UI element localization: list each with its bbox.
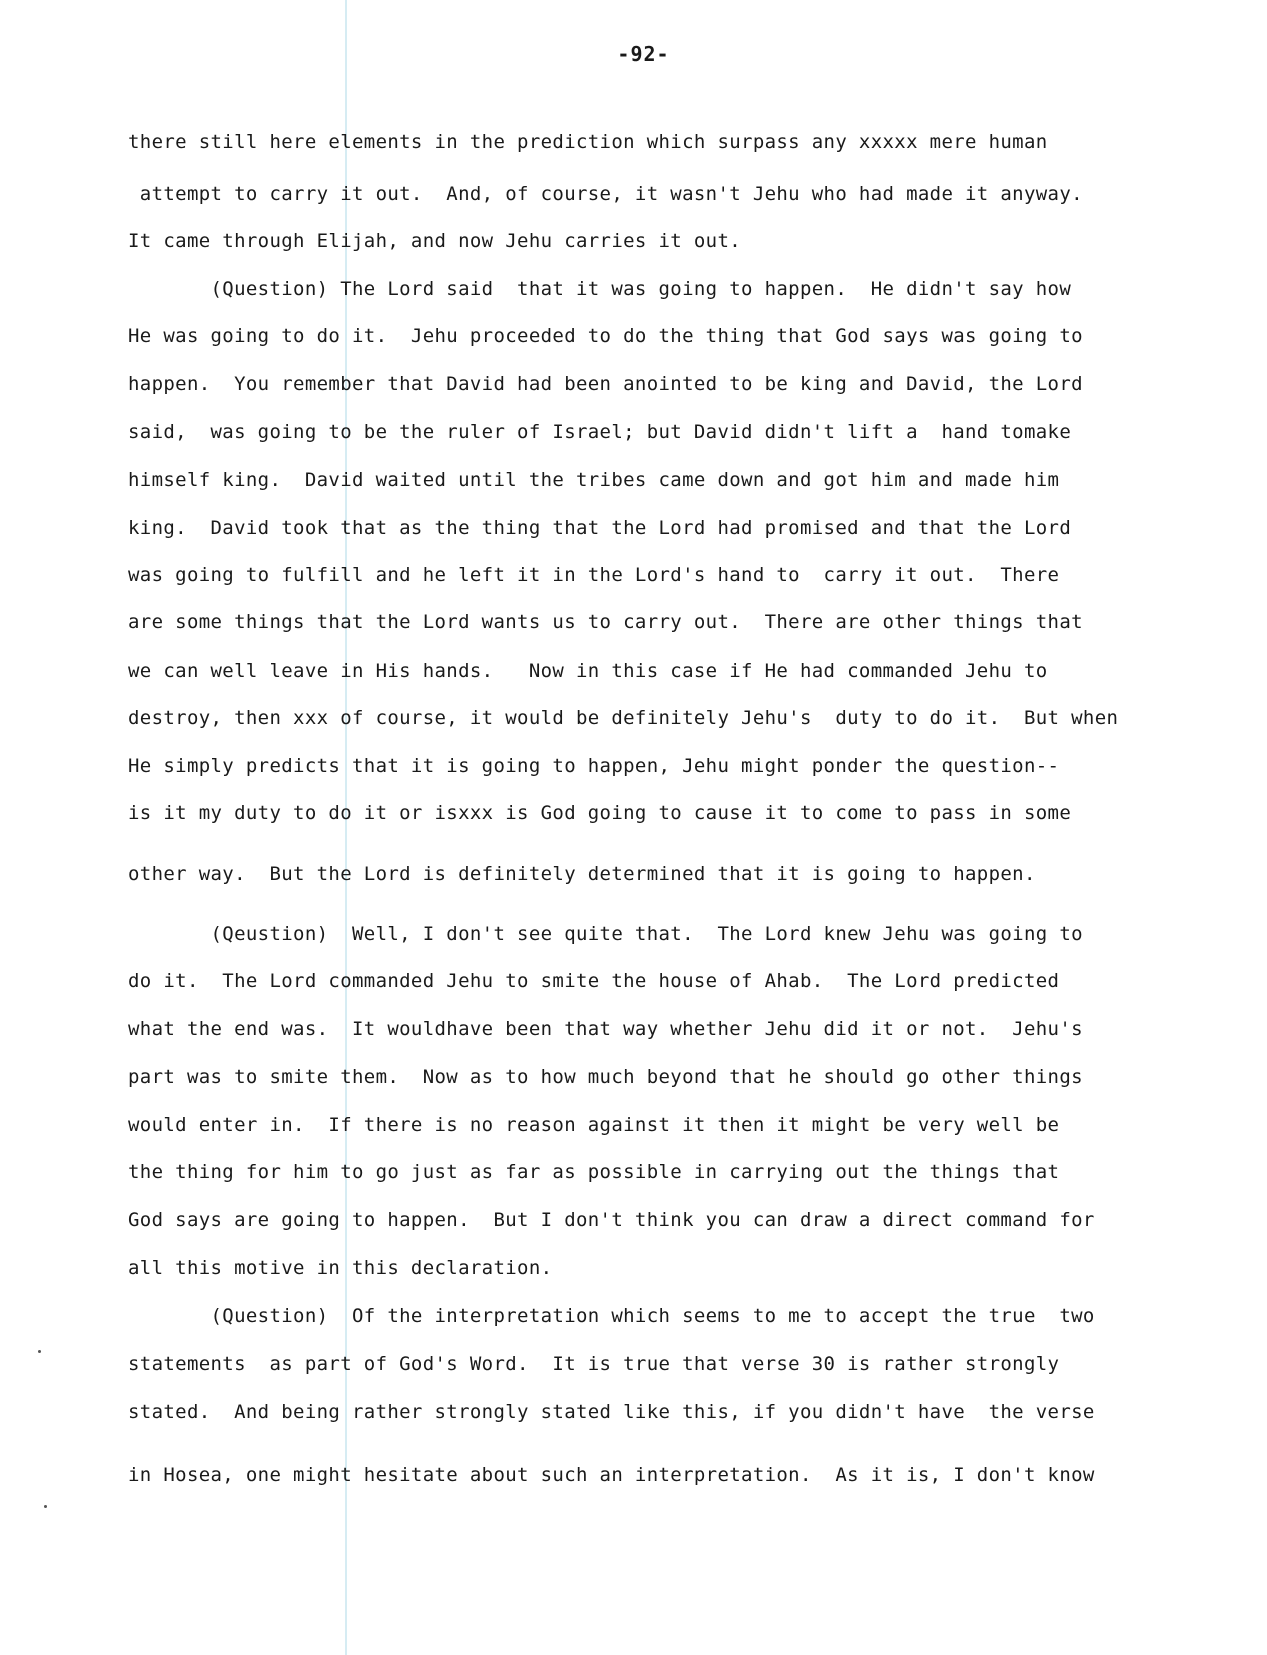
text-line: what the end was. It wouldhave been that way whether Jehu did it or not. Jehu's (128, 1018, 1083, 1040)
paper-speck (38, 1350, 41, 1353)
text-line: are some things that the Lord wants us to carry out. There are other things that (128, 611, 1083, 633)
text-line: in Hosea, one might hesitate about such an interpretation. As it is, I don't know (128, 1464, 1095, 1486)
text-line: destroy, then xxx of course, it would be definitely Jehu's duty to do it. But when (128, 707, 1119, 729)
text-line: we can well leave in His hands. Now in this case if He had commanded Jehu to (128, 660, 1048, 682)
text-line: stated. And being rather strongly stated like this, if you didn't have the verse (128, 1401, 1095, 1423)
text-line: part was to smite them. Now as to how much beyond that he should go other things (128, 1066, 1083, 1088)
text-line: attempt to carry it out. And, of course, it wasn't Jehu who had made it anyway. (128, 183, 1083, 205)
text-line: would enter in. If there is no reason against it then it might be very well be (128, 1114, 1060, 1136)
text-line: He was going to do it. Jehu proceeded to do the thing that God says was going to (128, 325, 1083, 347)
text-line: (Question) The Lord said that it was going to happen. He didn't say how (128, 278, 1072, 300)
text-line: is it my duty to do it or isxxx is God going to cause it to come to pass in some (128, 802, 1072, 824)
text-line: (Qeustion) Well, I don't see quite that. The Lord knew Jehu was going to (128, 923, 1083, 945)
text-line: statements as part of God's Word. It is true that verse 30 is rather strongly (128, 1353, 1060, 1375)
text-line: do it. The Lord commanded Jehu to smite the house of Ahab. The Lord predicted (128, 970, 1060, 992)
text-line: It came through Elijah, and now Jehu carries it out. (128, 230, 742, 252)
text-line: the thing for him to go just as far as possible in carrying out the things that (128, 1161, 1060, 1183)
text-line: was going to fulfill and he left it in the Lord's hand to carry it out. There (128, 564, 1060, 586)
text-line: all this motive in this declaration. (128, 1257, 553, 1279)
text-line: there still here elements in the prediction which surpass any xxxxx mere human (128, 131, 1048, 153)
text-line: (Question) Of the interpretation which seems to me to accept the true two (128, 1305, 1095, 1327)
text-line: happen. You remember that David had been anointed to be king and David, the Lord (128, 373, 1083, 395)
text-line: himself king. David waited until the tribes came down and got him and made him (128, 469, 1060, 491)
page-number: -92- (617, 42, 670, 66)
text-line: king. David took that as the thing that the Lord had promised and that the Lord (128, 517, 1072, 539)
paper-speck (44, 1505, 47, 1508)
text-line: said, was going to be the ruler of Israel; but David didn't lift a hand tomake (128, 421, 1072, 443)
text-line: He simply predicts that it is going to happen, Jehu might ponder the question-- (128, 755, 1060, 777)
text-line: God says are going to happen. But I don't think you can draw a direct command for (128, 1209, 1095, 1231)
text-line: other way. But the Lord is definitely determined that it is going to happen. (128, 863, 1036, 885)
